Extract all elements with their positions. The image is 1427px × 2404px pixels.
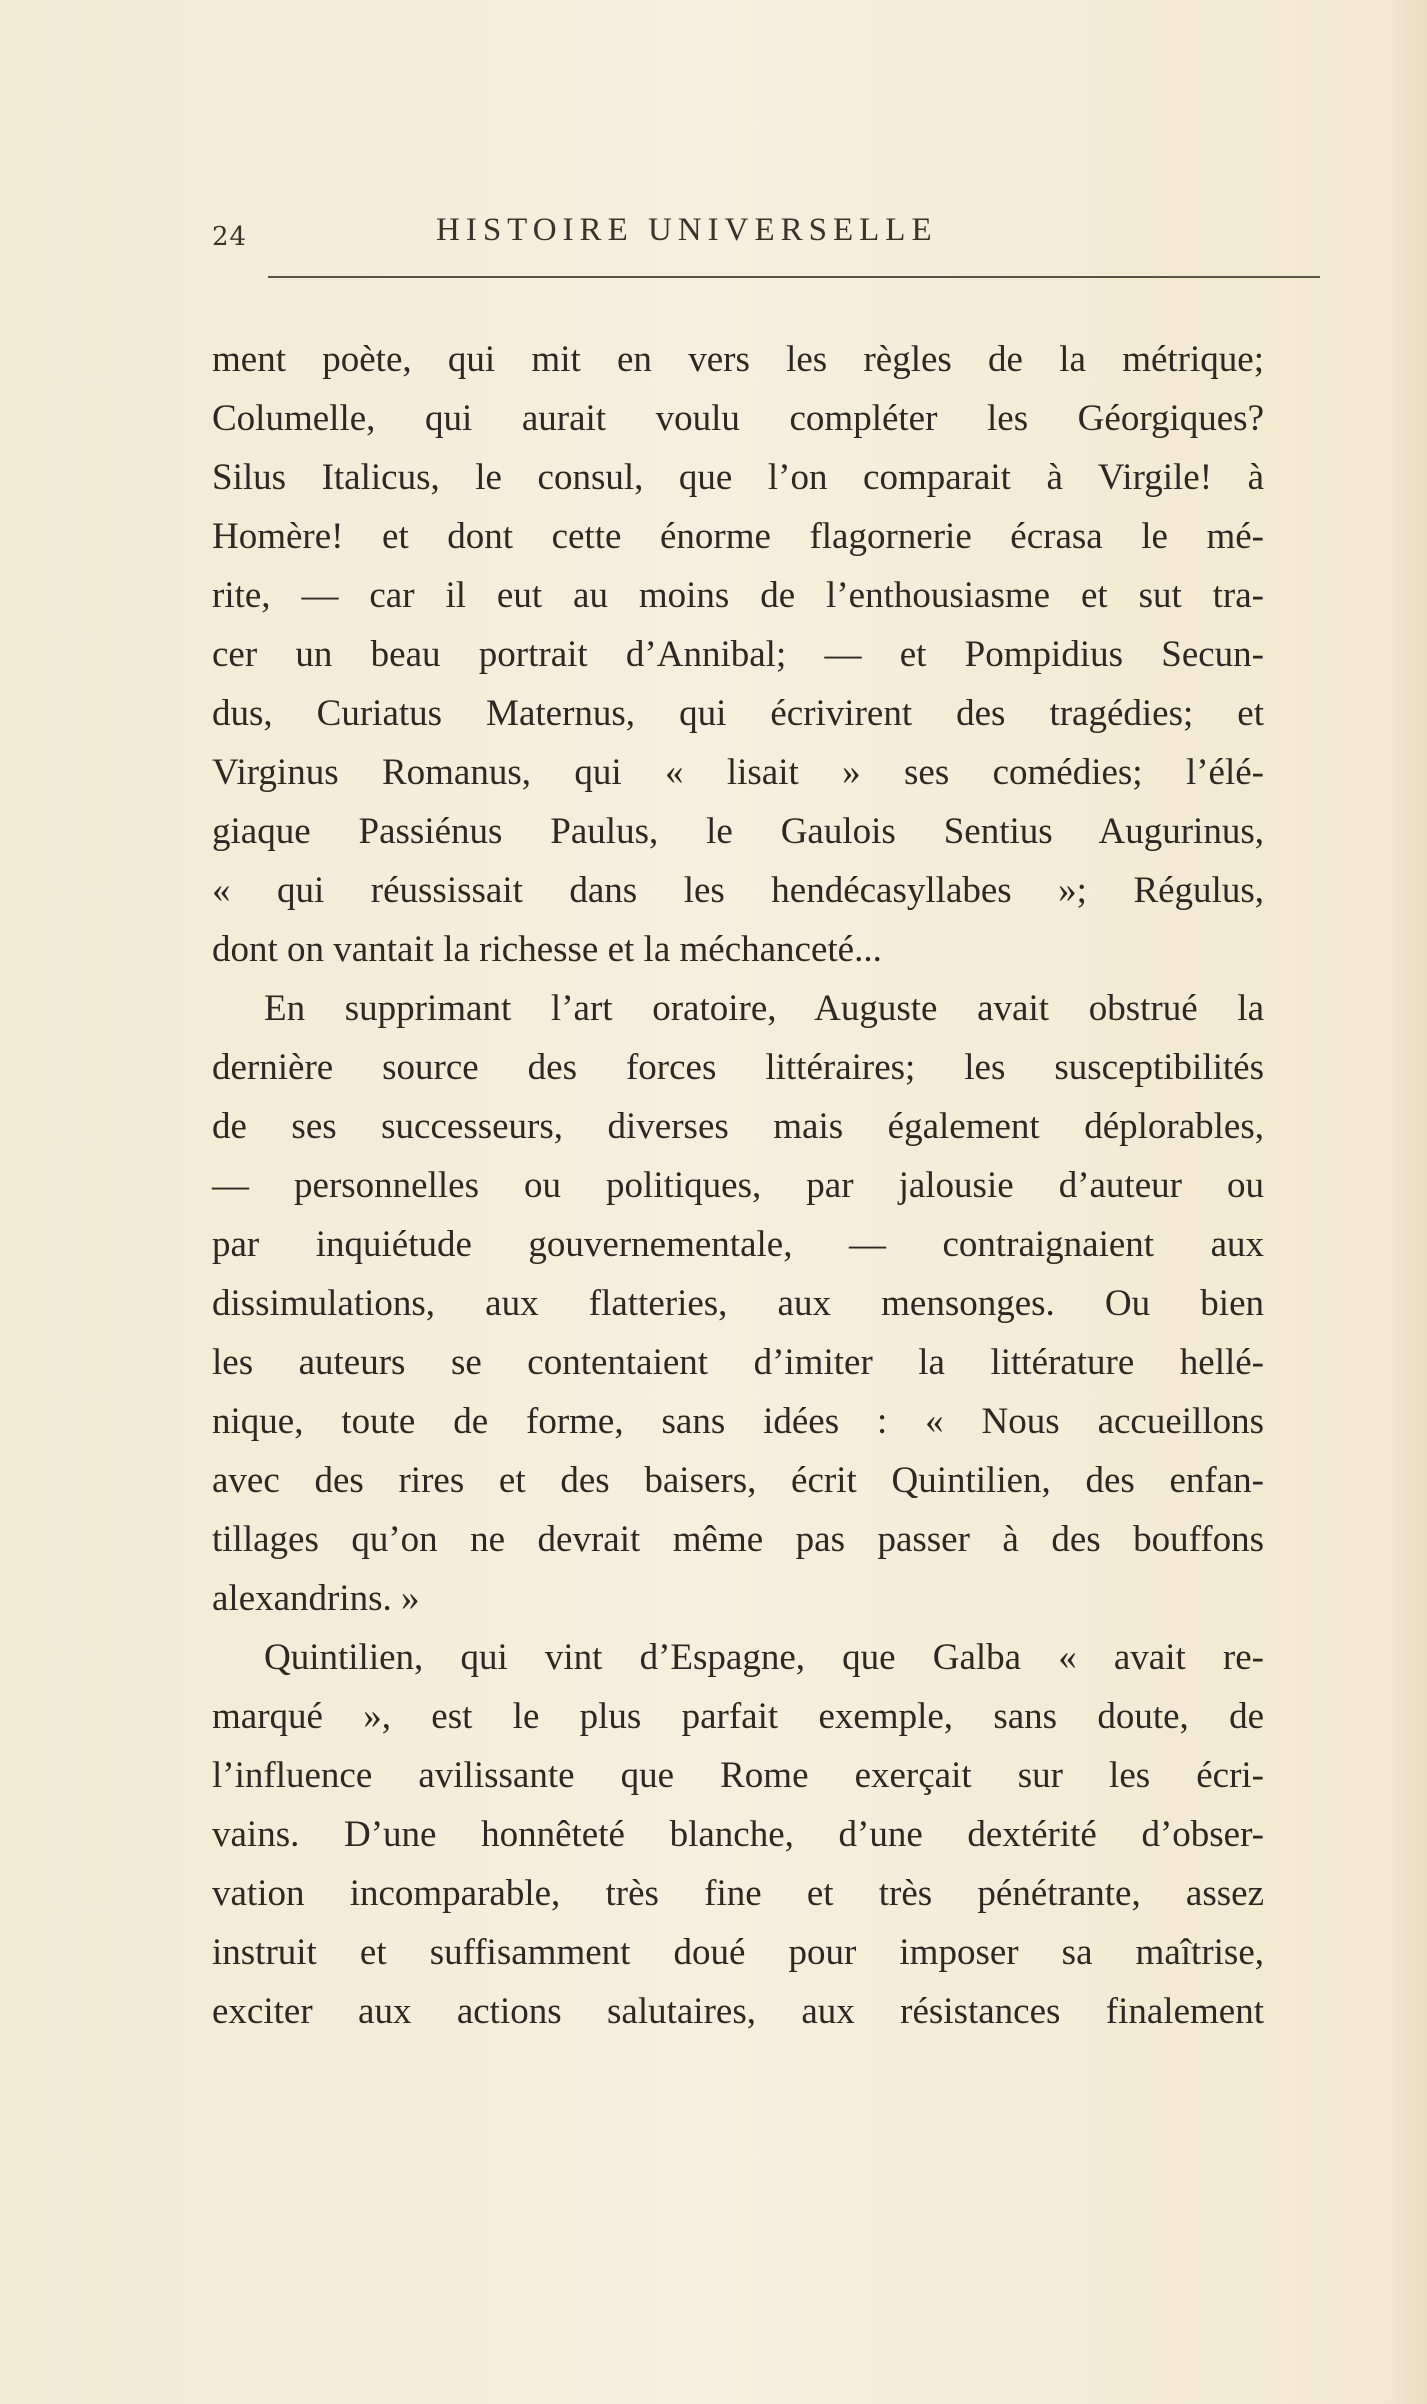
body-text [212,330,1264,2041]
paragraph-start-line: En supprimant l’art oratoire, Auguste avait obstrué la [264,988,1264,1029]
text-line: dont on vantait la richesse et la méchanceté... [212,929,882,970]
text-line: dernière source des forces littéraires; les susceptibilités [212,1047,1264,1088]
text-line: tillages qu’on ne devrait même pas passer à des bouffons [212,1519,1264,1560]
text-line: rite, — car il eut au moins de l’enthousiasme et sut tra- [212,575,1264,616]
text-line: Columelle, qui aurait voulu compléter les Géorgiques? [212,398,1264,439]
text-line: ment poète, qui mit en vers les règles de la métrique; [212,339,1264,380]
spine-shadow [1387,0,1427,2404]
text-line: marqué », est le plus parfait exemple, sans doute, de [212,1696,1264,1737]
text-line: vation incomparable, très fine et très pénétrante, assez [212,1873,1264,1914]
text-line: alexandrins. » [212,1578,420,1619]
header-rule [268,276,1320,278]
text-line: l’influence avilissante que Rome exerçait sur les écri- [212,1755,1264,1796]
text-line: par inquiétude gouvernementale, — contraignaient aux [212,1224,1264,1265]
text-line: — personnelles ou politiques, par jalousie d’auteur ou [212,1165,1264,1206]
running-title: HISTOIRE UNIVERSELLE [436,212,938,248]
text-line: exciter aux actions salutaires, aux résistances finalement [212,1991,1264,2032]
text-line: Silus Italicus, le consul, que l’on comparait à Virgile! à [212,457,1264,498]
text-line: « qui réussissait dans les hendécasyllabes »; Régulus, [212,870,1264,911]
text-line: vains. D’une honnêteté blanche, d’une dextérité d’obser- [212,1814,1264,1855]
text-line: nique, toute de forme, sans idées : « Nous accueillons [212,1401,1264,1442]
paragraph-start-line: Quintilien, qui vint d’Espagne, que Galba « avait re- [264,1637,1264,1678]
running-head [200,212,1300,262]
text-line: Virginus Romanus, qui « lisait » ses comédies; l’élé- [212,752,1264,793]
text-line: Homère! et dont cette énorme flagornerie écrasa le mé- [212,516,1264,557]
page-number: 24 [212,222,248,252]
text-line: cer un beau portrait d’Annibal; — et Pompidius Secun- [212,634,1264,675]
text-line: de ses successeurs, diverses mais également déplorables, [212,1106,1264,1147]
text-line: les auteurs se contentaient d’imiter la littérature hellé- [212,1342,1264,1383]
text-line: dissimulations, aux flatteries, aux mensonges. Ou bien [212,1283,1264,1324]
text-line: giaque Passiénus Paulus, le Gaulois Sentius Augurinus, [212,811,1264,852]
text-line: avec des rires et des baisers, écrit Quintilien, des enfan- [212,1460,1264,1501]
text-line: dus, Curiatus Maternus, qui écrivirent des tragédies; et [212,693,1264,734]
text-line: instruit et suffisamment doué pour imposer sa maîtrise, [212,1932,1264,1973]
